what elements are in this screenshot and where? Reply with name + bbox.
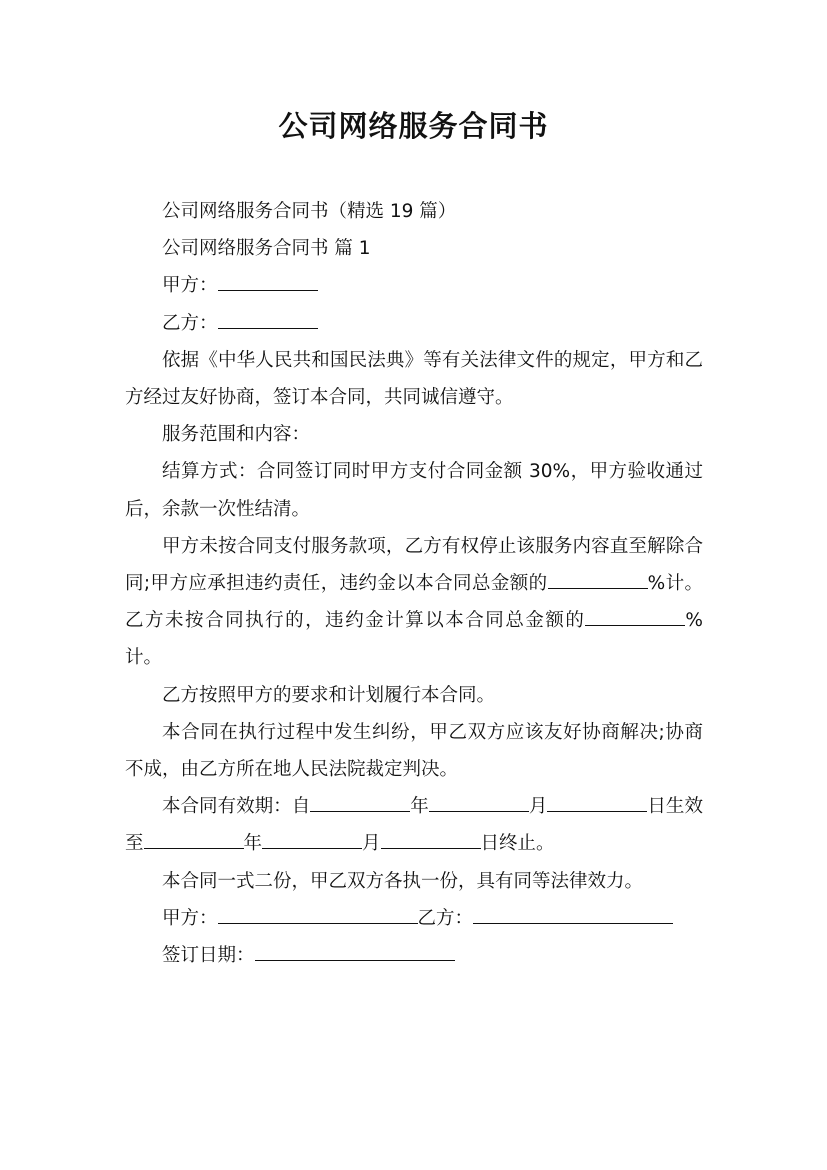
- perform-paragraph: 乙方按照甲方的要求和计划履行本合同。: [162, 684, 496, 706]
- start-day-blank: [547, 793, 647, 812]
- part-heading: 公司网络服务合同书 篇 1: [162, 238, 371, 260]
- scope-heading: 服务范围和内容：: [162, 424, 311, 446]
- month-label-1: 月: [528, 796, 548, 818]
- year-label-1: 年: [410, 796, 429, 818]
- intro-paragraph: 依据《中华人民共和国民法典》等有关法律文件的规定，甲方和乙方经过友好协商，签订本合同，共同诚信遵守。: [125, 349, 703, 409]
- breach-paragraph: [125, 528, 703, 677]
- year-label-2: 年: [243, 833, 263, 855]
- penalty-blank-a: [548, 570, 648, 589]
- party-b-label: 乙方：: [162, 312, 218, 334]
- dispute-paragraph: 本合同在执行过程中发生纠纷，甲乙双方应该友好协商解决;协商不成，由乙方所在地人民法院裁定判决。: [125, 721, 703, 781]
- sign-a-label: 甲方：: [162, 907, 218, 929]
- sign-a-blank: [218, 905, 418, 924]
- day-effective: 日生效至: [125, 796, 703, 855]
- sign-date-blank: [255, 942, 455, 961]
- party-a-label: 甲方：: [162, 275, 218, 297]
- sign-date-label: 签订日期：: [162, 945, 255, 967]
- document-body: [125, 193, 703, 974]
- party-a-blank: [218, 272, 318, 291]
- end-year-blank: [144, 830, 244, 849]
- month-label-2: 月: [362, 833, 381, 855]
- penalty-blank-b: [585, 607, 685, 626]
- sign-b-blank: [473, 905, 673, 924]
- start-month-blank: [429, 793, 529, 812]
- sign-b-label: 乙方：: [417, 907, 474, 929]
- end-day-blank: [381, 830, 481, 849]
- party-b-blank: [218, 310, 318, 329]
- payment-paragraph: 结算方式：合同签订同时甲方支付合同金额 30%，甲方验收通过后，余款一次性结清。: [125, 461, 703, 520]
- breach-text-3: %计。: [125, 610, 703, 669]
- sign-date-line: [125, 937, 703, 974]
- end-month-blank: [262, 830, 362, 849]
- breach-text-1: 甲方未按合同支付服务款项，乙方有权停止该服务内容直至解除合同;甲方应承担违约责任，违约金以本合同总金额的: [125, 535, 703, 595]
- validity-start: 本合同有效期：自: [162, 796, 311, 818]
- start-year-blank: [310, 793, 410, 812]
- signature-line: [125, 900, 703, 937]
- breach-text-2: %计。乙方未按合同执行的，违约金计算以本合同总金额的: [125, 573, 703, 632]
- copies-paragraph: 本合同一式二份，甲乙双方各执一份，具有同等法律效力。: [162, 870, 644, 892]
- party-a-line: [125, 267, 703, 304]
- party-b-line: [125, 305, 703, 342]
- day-end: 日终止。: [480, 833, 555, 855]
- subtitle-line: 公司网络服务合同书（精选 19 篇）: [162, 201, 457, 222]
- validity-paragraph: [125, 788, 703, 862]
- document-title: 公司网络服务合同书: [278, 109, 549, 143]
